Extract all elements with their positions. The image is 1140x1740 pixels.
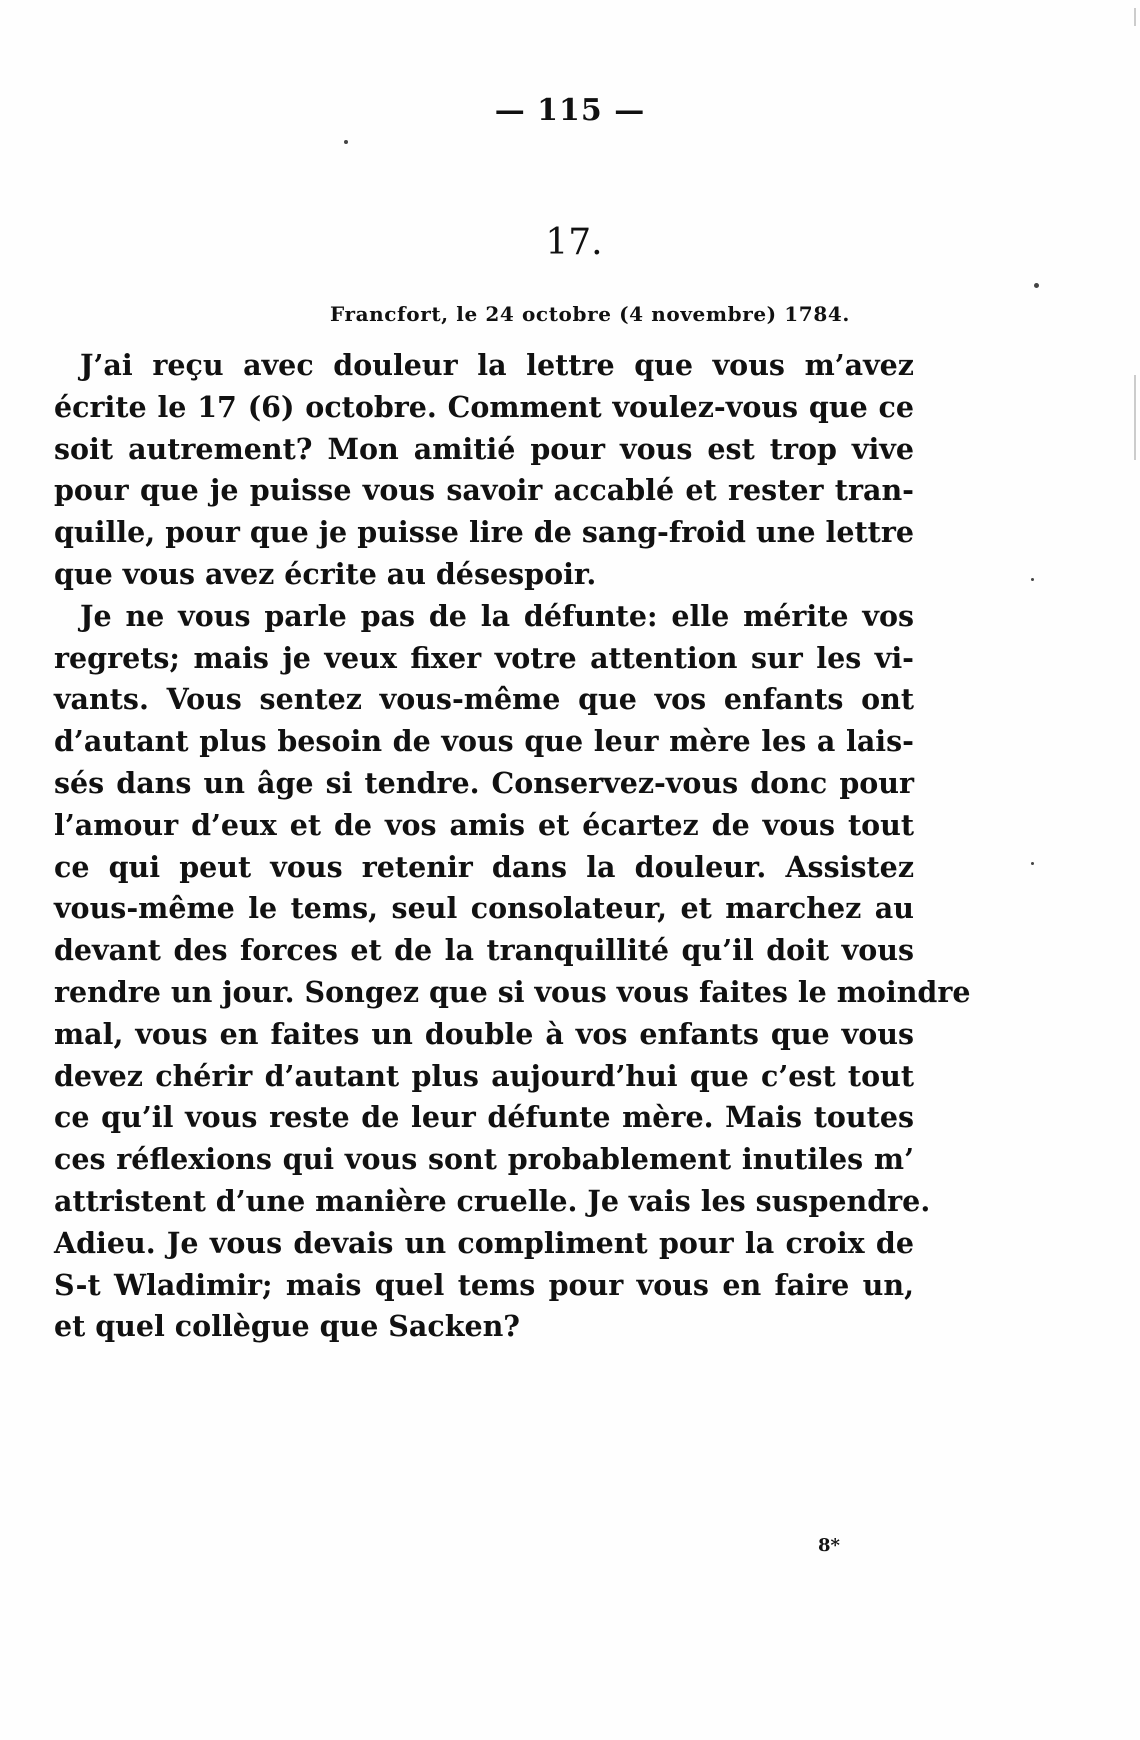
- text-line: d’autant plus besoin de vous que leur mère les a lais-: [54, 724, 914, 759]
- text-line: rendre un jour. Songez que si vous vous faites le moindre: [54, 974, 971, 1009]
- scan-speck: [1031, 862, 1034, 865]
- text-line: devant des forces et de la tranquillité qu’il doit vous: [54, 933, 914, 968]
- text-line: vants. Vous sentez vous-même que vos enfants ont: [54, 682, 914, 717]
- scan-speck: [1034, 283, 1039, 288]
- text-line: ce qu’il vous reste de leur défunte mère. Mais toutes: [54, 1100, 914, 1135]
- text-line: et quel collègue que Sacken?: [54, 1309, 521, 1344]
- text-line: S-t Wladimir; mais quel tems pour vous en faire un,: [54, 1267, 914, 1302]
- text-line: ces réflexions qui vous sont probablement inutiles m’: [54, 1142, 914, 1177]
- text-line: soit autrement? Mon amitié pour vous est trop vive: [54, 431, 914, 466]
- scan-edge-mark: [1134, 375, 1136, 460]
- scan-edge-mark: [1134, 8, 1136, 26]
- text-line: regrets; mais je veux fixer votre attention sur les vi-: [54, 640, 914, 675]
- page-number: — 115 —: [494, 93, 646, 128]
- scan-speck: [1031, 578, 1034, 581]
- text-line: devez chérir d’autant plus aujourd’hui que c’est tout: [54, 1058, 914, 1093]
- text-line: l’amour d’eux et de vos amis et écartez de vous tout: [54, 807, 914, 842]
- dateline: Francfort, le 24 octobre (4 novembre) 1784.: [330, 302, 850, 326]
- text-line: Adieu. Je vous devais un compliment pour la croix de: [54, 1225, 914, 1260]
- text-line: vous-même le tems, seul consolateur, et marchez au: [54, 891, 914, 926]
- text-line: Je ne vous parle pas de la défunte: elle mérite vos: [80, 598, 914, 633]
- signature-mark: 8*: [818, 1535, 840, 1556]
- text-line: attristent d’une manière cruelle. Je vais les suspendre.: [54, 1183, 931, 1218]
- text-line: écrite le 17 (6) octobre. Comment voulez-vous que ce: [54, 389, 914, 424]
- letter-body: [54, 345, 971, 1348]
- letter-number: 17.: [545, 222, 603, 263]
- text-line: mal, vous en faites un double à vos enfants que vous: [54, 1016, 914, 1051]
- text-line: ce qui peut vous retenir dans la douleur. Assistez: [54, 849, 914, 884]
- text-line: quille, pour que je puisse lire de sang-froid une lettre: [54, 515, 914, 550]
- scan-speck: [344, 140, 348, 144]
- text-line: J’ai reçu avec douleur la lettre que vous m’avez: [80, 348, 914, 382]
- text-line: sés dans un âge si tendre. Conservez-vous donc pour: [54, 765, 914, 800]
- text-line: que vous avez écrite au désespoir.: [54, 556, 597, 591]
- text-line: pour que je puisse vous savoir accablé et rester tran-: [54, 473, 914, 508]
